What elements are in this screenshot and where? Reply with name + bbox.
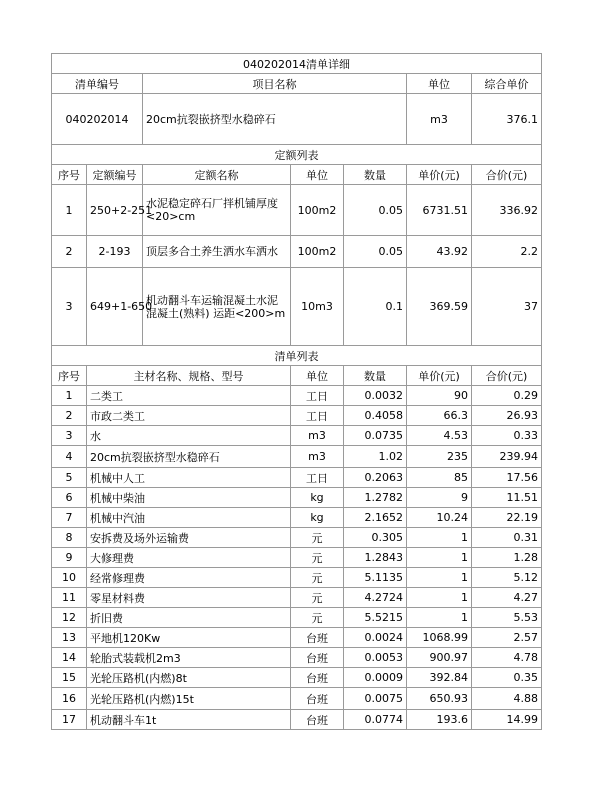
material-qty: 0.0024 [344,628,407,648]
material-price: 1 [407,548,472,568]
material-qty: 0.0009 [344,668,407,688]
material-row [52,668,542,688]
material-qty: 4.2724 [344,588,407,608]
material-total: 4.78 [472,648,542,668]
material-price: 235 [407,446,472,468]
material-section-title: 清单列表 [52,346,542,366]
material-name: 水 [87,426,291,446]
material-row [52,528,542,548]
material-total: 5.53 [472,608,542,628]
material-name-header: 主材名称、规格、型号 [87,366,291,386]
material-row [52,568,542,588]
material-row [52,508,542,528]
material-total: 11.51 [472,488,542,508]
material-total: 14.99 [472,710,542,730]
material-qty: 1.2843 [344,548,407,568]
material-row [52,608,542,628]
quota-price: 6731.51 [407,185,472,236]
material-unit: 元 [291,608,344,628]
material-total: 17.56 [472,468,542,488]
material-qty: 1.02 [344,446,407,468]
material-total: 26.93 [472,406,542,426]
material-price: 90 [407,386,472,406]
material-qty-header: 数量 [344,366,407,386]
material-price: 1 [407,528,472,548]
bill-unit: m3 [407,94,472,145]
quota-name: 水泥稳定碎石厂拌机铺厚度<20>cm [143,185,291,236]
material-seq: 11 [52,588,87,608]
material-unit-header: 单位 [291,366,344,386]
quota-unit: 100m2 [291,236,344,268]
quota-total: 336.92 [472,185,542,236]
material-seq: 8 [52,528,87,548]
material-seq: 14 [52,648,87,668]
quota-price: 369.59 [407,268,472,346]
material-row [52,426,542,446]
quota-unit: 100m2 [291,185,344,236]
material-name: 折旧费 [87,608,291,628]
material-unit: 元 [291,588,344,608]
quota-total-header: 合价(元) [472,165,542,185]
quota-price-header: 单价(元) [407,165,472,185]
material-name: 安拆费及场外运输费 [87,528,291,548]
material-row [52,406,542,426]
material-price: 1068.99 [407,628,472,648]
material-unit: 元 [291,528,344,548]
material-name: 平地机120Kw [87,628,291,648]
material-total: 22.19 [472,508,542,528]
bill-unit-header: 单位 [407,74,472,94]
material-unit: kg [291,488,344,508]
quota-qty-header: 数量 [344,165,407,185]
material-qty: 0.0075 [344,688,407,710]
material-unit: 台班 [291,628,344,648]
material-seq: 3 [52,426,87,446]
material-name: 光轮压路机(内燃)15t [87,688,291,710]
material-price: 392.84 [407,668,472,688]
material-unit: 工日 [291,386,344,406]
material-name: 机械中汽油 [87,508,291,528]
material-row [52,688,542,710]
material-qty: 0.305 [344,528,407,548]
material-total: 4.88 [472,688,542,710]
material-header-row [52,366,542,386]
sheet-title: 040202014清单详细 [52,54,542,74]
material-seq: 7 [52,508,87,528]
material-unit: 台班 [291,668,344,688]
material-seq: 17 [52,710,87,730]
material-total: 239.94 [472,446,542,468]
material-name: 轮胎式装载机2m3 [87,648,291,668]
quota-row [52,236,542,268]
material-price: 66.3 [407,406,472,426]
material-price: 1 [407,608,472,628]
material-total: 5.12 [472,568,542,588]
material-qty: 2.1652 [344,508,407,528]
material-total: 0.33 [472,426,542,446]
material-total: 0.29 [472,386,542,406]
material-name: 经常修理费 [87,568,291,588]
material-qty: 0.4058 [344,406,407,426]
quota-seq: 2 [52,236,87,268]
material-row [52,588,542,608]
material-qty: 5.5215 [344,608,407,628]
material-row [52,468,542,488]
material-total: 0.35 [472,668,542,688]
material-row [52,488,542,508]
quota-qty: 0.05 [344,185,407,236]
quota-code: 250+2-251 [87,185,143,236]
quota-total: 37 [472,268,542,346]
material-unit: 元 [291,548,344,568]
material-seq: 12 [52,608,87,628]
quota-price: 43.92 [407,236,472,268]
material-row [52,548,542,568]
material-seq: 1 [52,386,87,406]
material-name: 20cm抗裂嵌挤型水稳碎石 [87,446,291,468]
quota-name: 机动翻斗车运输混凝土水泥混凝土(熟料) 运距<200>m [143,268,291,346]
material-qty: 0.2063 [344,468,407,488]
material-seq: 6 [52,488,87,508]
quota-unit: 10m3 [291,268,344,346]
material-seq: 16 [52,688,87,710]
material-name: 机械中柴油 [87,488,291,508]
material-unit: m3 [291,446,344,468]
material-row [52,446,542,468]
material-qty: 0.0774 [344,710,407,730]
material-price: 1 [407,588,472,608]
material-qty: 1.2782 [344,488,407,508]
material-price-header: 单价(元) [407,366,472,386]
material-price: 900.97 [407,648,472,668]
quota-seq: 1 [52,185,87,236]
material-price: 9 [407,488,472,508]
material-row [52,710,542,730]
material-name: 二类工 [87,386,291,406]
quota-code-header: 定额编号 [87,165,143,185]
material-row [52,386,542,406]
material-qty: 5.1135 [344,568,407,588]
material-unit: 台班 [291,710,344,730]
material-seq-header: 序号 [52,366,87,386]
quota-name: 顶层多合土养生洒水车洒水 [143,236,291,268]
material-unit: 元 [291,568,344,588]
material-total-header: 合价(元) [472,366,542,386]
bill-code-header: 清单编号 [52,74,143,94]
material-name: 大修理费 [87,548,291,568]
material-seq: 10 [52,568,87,588]
material-price: 10.24 [407,508,472,528]
material-qty: 0.0053 [344,648,407,668]
quota-unit-header: 单位 [291,165,344,185]
quota-name-header: 定额名称 [143,165,291,185]
bill-code: 040202014 [52,94,143,145]
material-unit: 工日 [291,406,344,426]
material-total: 1.28 [472,548,542,568]
material-seq: 4 [52,446,87,468]
material-total: 0.31 [472,528,542,548]
quota-qty: 0.05 [344,236,407,268]
material-name: 零星材料费 [87,588,291,608]
material-seq: 13 [52,628,87,648]
material-total: 2.57 [472,628,542,648]
material-name: 光轮压路机(内燃)8t [87,668,291,688]
material-unit: kg [291,508,344,528]
material-unit: 台班 [291,648,344,668]
quota-code: 2-193 [87,236,143,268]
quota-row [52,185,542,236]
material-qty: 0.0032 [344,386,407,406]
material-seq: 15 [52,668,87,688]
material-price: 85 [407,468,472,488]
material-name: 机械中人工 [87,468,291,488]
material-seq: 9 [52,548,87,568]
quota-header-row [52,165,542,185]
material-price: 650.93 [407,688,472,710]
material-total: 4.27 [472,588,542,608]
material-unit: m3 [291,426,344,446]
material-name: 机动翻斗车1t [87,710,291,730]
quota-seq-header: 序号 [52,165,87,185]
material-price: 193.6 [407,710,472,730]
quota-code: 649+1-650 [87,268,143,346]
quota-qty: 0.1 [344,268,407,346]
material-seq: 2 [52,406,87,426]
material-seq: 5 [52,468,87,488]
material-price: 4.53 [407,426,472,446]
material-row [52,628,542,648]
bill-name: 20cm抗裂嵌挤型水稳碎石 [143,94,407,145]
bill-name-header: 项目名称 [143,74,407,94]
quota-total: 2.2 [472,236,542,268]
material-unit: 工日 [291,468,344,488]
quota-seq: 3 [52,268,87,346]
material-unit: 台班 [291,688,344,710]
material-qty: 0.0735 [344,426,407,446]
bill-price-header: 综合单价 [472,74,542,94]
material-name: 市政二类工 [87,406,291,426]
bill-price: 376.1 [472,94,542,145]
quota-section-title: 定额列表 [52,145,542,165]
bill-detail-sheet [51,53,542,730]
material-price: 1 [407,568,472,588]
quota-row [52,268,542,346]
material-row [52,648,542,668]
